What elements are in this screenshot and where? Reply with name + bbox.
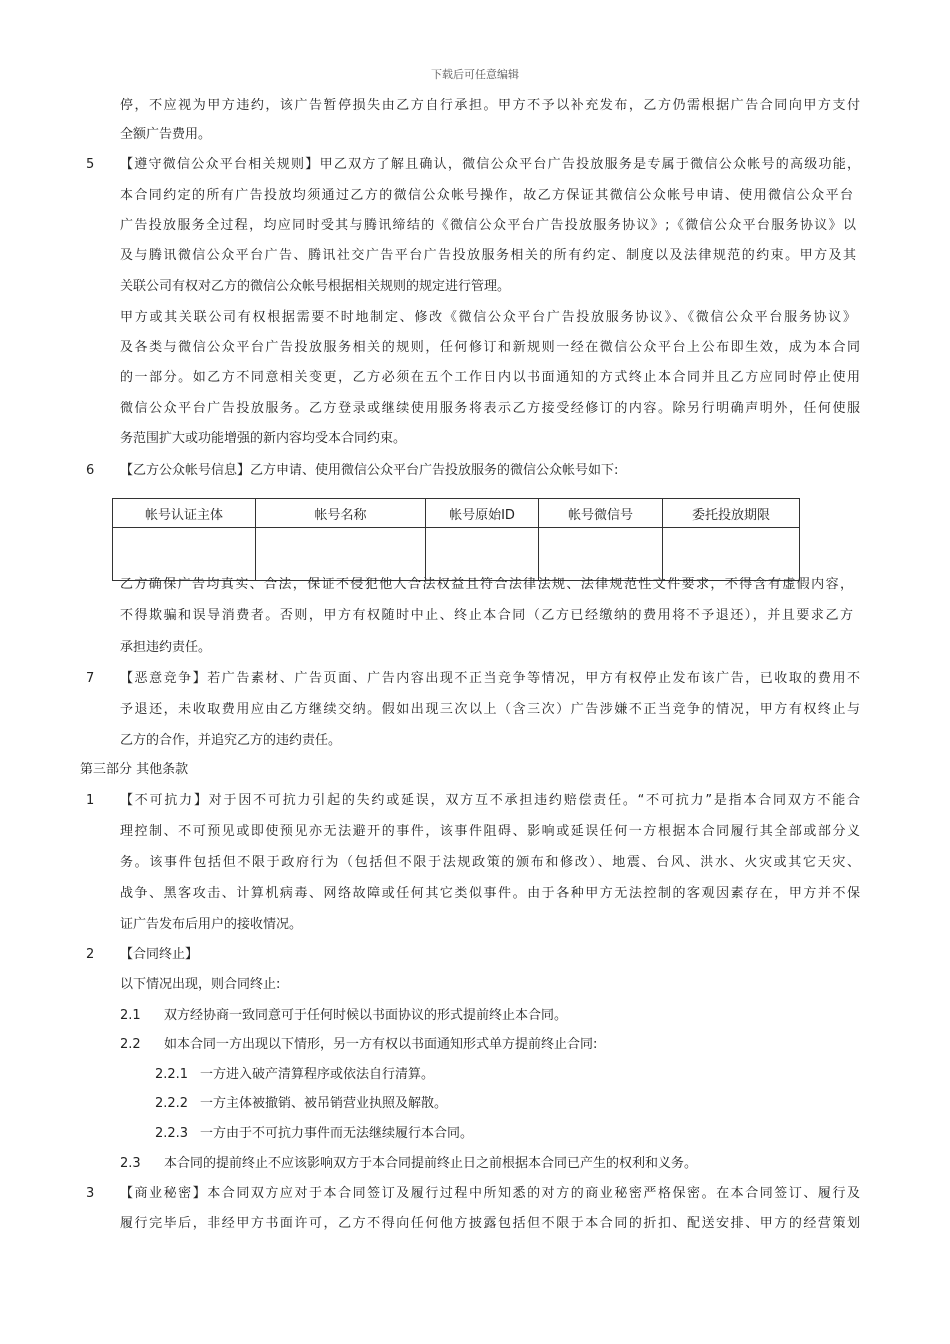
text-line-l8: 甲方或其关联公司有权根据需要不时地制定、修改《微信公众平台广告投放服务协议》、《微信公众平台服务协议》 <box>120 310 856 325</box>
text-line-l6: 及与腾讯微信公众平台广告、腾讯社交广告平台广告投放服务相关的所有约定、制度以及法律规范的约束。甲方及其 <box>120 248 856 263</box>
text-line-l9: 及各类与微信公众平台广告投放服务相关的规则，任何修订和新规则一经在微信公众平台上公布即生效，成为本合同 <box>120 340 860 355</box>
column-header-account-name: 帐号名称 <box>256 499 426 528</box>
text-line-l23: 战争、黑客攻击、计算机病毒、网络故障或任何其它类似事件。由于各种甲方无法控制的客观因素存在，甲方并不保 <box>120 886 860 901</box>
text-line-n7: 7 <box>86 671 95 686</box>
table-cell-delivery-period <box>663 528 800 581</box>
text-line-l20: 【不可抗力】对于因不可抗力引起的失约或延误，双方互不承担违约赔偿责任。“不可抗力”是指本合同双方不能合 <box>120 793 860 808</box>
text-line-l26: 以下情况出现，则合同终止: <box>120 977 281 992</box>
text-line-l24: 证广告发布后用户的接收情况。 <box>120 917 303 932</box>
text-line-n5: 5 <box>86 157 95 172</box>
text-line-l31: 一方由于不可抗力事件而无法继续履行本合同。 <box>200 1126 474 1141</box>
text-line-s22: 2.2 <box>120 1037 141 1052</box>
text-line-n2: 2 <box>86 947 95 962</box>
text-line-l25: 【合同终止】 <box>120 947 199 962</box>
text-line-l32: 本合同的提前终止不应该影响双方于本合同提前终止日之前根据本合同已产生的权利和义务。 <box>164 1156 698 1171</box>
text-line-n1: 1 <box>86 793 95 808</box>
text-line-l29: 一方进入破产清算程序或依法自行清算。 <box>200 1067 435 1082</box>
account-info-table <box>112 498 800 581</box>
text-line-l30: 一方主体被撤销、被吊销营业执照及解散。 <box>200 1096 448 1111</box>
text-line-l15: 不得欺骗和误导消费者。否则，甲方有权随时中止、终止本合同（乙方已经缴纳的费用将不予退还），并且要求乙方 <box>120 608 853 623</box>
table-cell-original-id <box>426 528 539 581</box>
text-line-l18: 予退还，未收取费用应由乙方继续交纳。假如出现三次以上（含三次）广告涉嫌不正当竞争的情况，甲方有权终止与 <box>120 702 860 717</box>
text-line-l17: 【恶意竞争】若广告素材、广告页面、广告内容出现不正当竞争等情况，甲方有权停止发布该广告，已收取的费用不 <box>120 671 860 686</box>
text-line-l11: 微信公众平台广告投放服务。乙方登录或继续使用服务将表示乙方接受经修订的内容。除另行明确声明外，任何使服 <box>120 401 860 416</box>
text-line-s221: 2.2.1 <box>155 1067 189 1082</box>
text-line-l27: 双方经协商一致同意可于任何时候以书面协议的形式提前终止本合同。 <box>164 1008 568 1023</box>
text-line-n6: 6 <box>86 463 95 478</box>
column-header-original-id: 帐号原始ID <box>426 499 539 528</box>
text-line-s23: 2.3 <box>120 1156 141 1171</box>
page-header: 下载后可任意编辑 <box>431 68 519 81</box>
text-line-l12: 务范围扩大或功能增强的新内容均受本合同约束。 <box>120 431 407 446</box>
text-line-s223: 2.2.3 <box>155 1126 189 1141</box>
text-line-l4: 本合同约定的所有广告投放均须通过乙方的微信公众帐号操作，故乙方保证其微信公众帐号申请、使用微信公众平台 <box>120 188 853 203</box>
column-header-delivery-period: 委托投放期限 <box>663 499 800 528</box>
text-line-l5: 广告投放服务全过程，均应同时受其与腾讯缔结的《微信公众平台广告投放服务协议》;《微信公众平台服务协议》以 <box>120 218 856 233</box>
text-line-l7: 关联公司有权对乙方的微信公众帐号根据相关规则的规定进行管理。 <box>120 279 511 294</box>
table-row <box>113 528 800 581</box>
text-line-l14: 乙方确保广告均真实、合法，保证不侵犯他人合法权益且符合法律法规、法律规范性文件要求，不得含有虚假内容， <box>120 577 853 592</box>
table-cell-auth-entity <box>113 528 256 581</box>
text-line-l21: 理控制、不可预见或即使预见亦无法避开的事件，该事件阻碍、影响或延误任何一方根据本合同履行其全部或部分义 <box>120 824 860 839</box>
text-line-l16: 承担违约责任。 <box>120 640 212 655</box>
table-header-row <box>113 499 800 528</box>
table-cell-account-name <box>256 528 426 581</box>
table-cell-wechat-id <box>539 528 663 581</box>
text-line-l22: 务。该事件包括但不限于政府行为（包括但不限于法规政策的颁布和修改）、地震、台风、洪水、火灾或其它天灾、 <box>120 855 860 870</box>
text-line-l28: 如本合同一方出现以下情形，另一方有权以书面通知形式单方提前终止合同: <box>164 1037 598 1052</box>
text-line-l3: 【遵守微信公众平台相关规则】甲乙双方了解且确认，微信公众平台广告投放服务是专属于微信公众帐号的高级功能， <box>120 157 860 172</box>
text-line-l10: 的一部分。如乙方不同意相关变更，乙方必须在五个工作日内以书面通知的方式终止本合同并且乙方应同时停止使用 <box>120 370 860 385</box>
text-line-l19: 乙方的合作，并追究乙方的违约责任。 <box>120 733 342 748</box>
text-line-l33: 【商业秘密】本合同双方应对于本合同签订及履行过程中所知悉的对方的商业秘密严格保密。在本合同签订、履行及 <box>120 1186 860 1201</box>
text-line-l34: 履行完毕后，非经甲方书面许可，乙方不得向任何他方披露包括但不限于本合同的折扣、配送安排、甲方的经营策划 <box>120 1216 860 1231</box>
text-line-l2: 全额广告费用。 <box>120 127 212 142</box>
text-line-l13: 【乙方公众帐号信息】乙方申请、使用微信公众平台广告投放服务的微信公众帐号如下: <box>120 463 619 478</box>
text-line-n3: 3 <box>86 1186 95 1201</box>
column-header-auth-entity: 帐号认证主体 <box>113 499 256 528</box>
text-line-l1: 停，不应视为甲方违约，该广告暂停损失由乙方自行承担。甲方不予以补充发布，乙方仍需根据广告合同向甲方支付 <box>120 98 860 113</box>
text-line-s222: 2.2.2 <box>155 1096 189 1111</box>
text-line-h3: 第三部分 其他条款 <box>80 762 189 777</box>
text-line-s21: 2.1 <box>120 1008 141 1023</box>
column-header-wechat-id: 帐号微信号 <box>539 499 663 528</box>
